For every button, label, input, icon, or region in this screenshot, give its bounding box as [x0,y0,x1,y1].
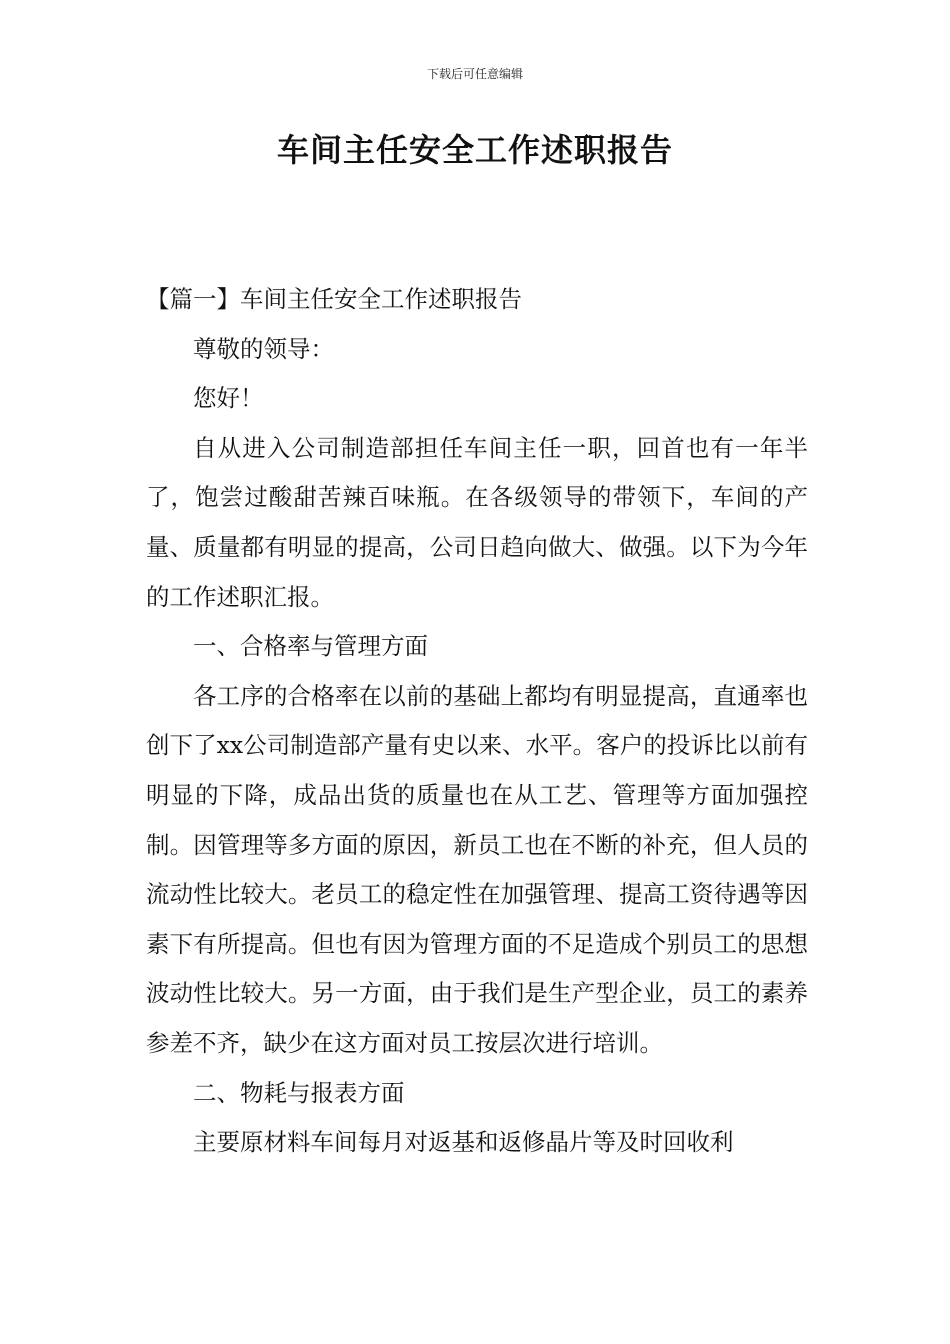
salutation: 尊敬的领导： [193,334,334,363]
document-body [146,275,808,1168]
intro-paragraph: 自从进入公司制造部担任车间主任一职，回首也有一年半了，饱尝过酸甜苦辣百味瓶。在各级领导的带领下，车间的产量、质量都有明显的提高，公司日趋向做大、做强。以下为今年的工作述职汇报。 [146,433,808,611]
document-title: 车间主任安全工作述职报告 [276,131,673,169]
section-heading-1: 一、合格率与管理方面 [193,632,428,661]
paragraph-1: 各工序的合格率在以前的基础上都均有明显提高，直通率也创下了xx公司制造部产量有史以来、水平。客户的投诉比以前有明显的下降，成品出货的质量也在从工艺、管理等方面加强控制。因管理等多方面的原因，新员工也在不断的补充，但人员的流动性比较大。老员工的稳定性在加强管理、提高工资待遇等因素下有所提高。但也有因为管理方面的不足造成个别员工的思想波动性比较大。另一方面，由于我们是生产型企业，员工的素养参差不齐，缺少在这方面对员工按层次进行培训。 [146,681,808,1057]
paragraph-2: 主要原材料车间每月对返基和返修晶片等及时回收利 [193,1128,734,1157]
header-note: 下载后可任意编辑 [426,67,523,81]
section-label: 【篇一】车间主任安全工作述职报告 [146,285,522,313]
greeting: 您好！ [193,384,264,413]
section-heading-2: 二、物耗与报表方面 [193,1078,405,1107]
